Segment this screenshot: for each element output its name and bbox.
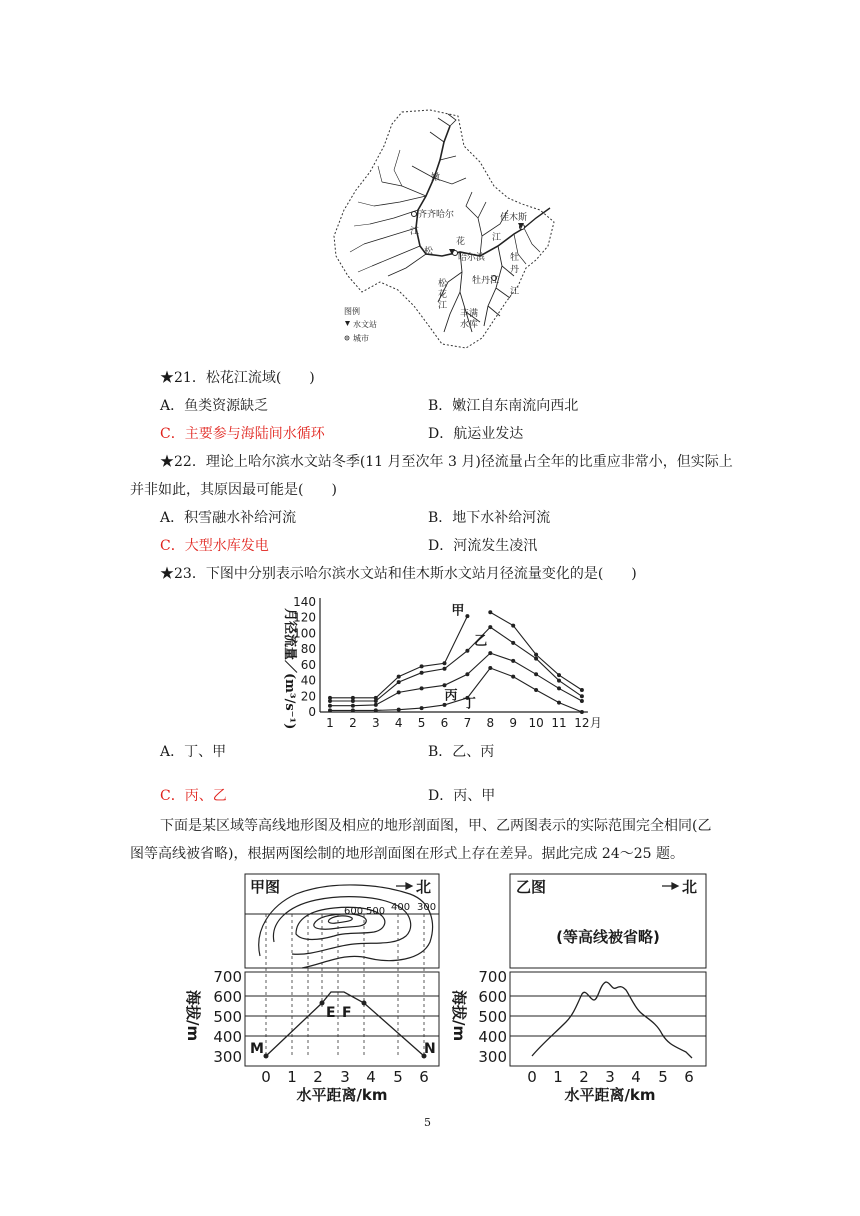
chart-point (488, 666, 492, 670)
jia-xtick-0: 0 (261, 1068, 271, 1086)
jia-point-m (264, 1054, 269, 1059)
legend-title: 图例 (344, 307, 360, 316)
jia-xtick-5: 5 (393, 1068, 403, 1086)
yi-xtick-2: 2 (579, 1068, 589, 1086)
chart-point (397, 675, 401, 679)
chart-point (374, 703, 378, 707)
label-fengman: 丰满 (460, 309, 479, 319)
q21-option-a[interactable]: A．鱼类资源缺乏 (160, 398, 269, 414)
chart-point (557, 686, 561, 690)
chart-series-label: 丁 (462, 696, 476, 712)
chart-point (397, 680, 401, 684)
jia-xtick-2: 2 (313, 1068, 323, 1086)
chart-point (580, 710, 584, 714)
chart-point (580, 694, 584, 698)
jia-xtick-3: 3 (340, 1068, 350, 1086)
city-qiqihar-marker (412, 212, 417, 217)
chart-series-line (330, 616, 467, 698)
yi-xlabel: 水平距离/km (564, 1086, 656, 1104)
label-songhua-s3: 江 (438, 301, 448, 311)
chart-point (534, 657, 538, 661)
chart-xtick-label: 8 (486, 716, 495, 730)
chart-point (420, 664, 424, 668)
jia-profile-line (266, 992, 424, 1056)
chart-point (351, 699, 355, 703)
label-dan: 丹 (510, 265, 520, 275)
yi-ytick-700: 700 (478, 968, 507, 986)
jia-ytick-400: 400 (213, 1028, 242, 1046)
chart-point (328, 708, 332, 712)
chart-point (511, 659, 515, 663)
chart-series-line (490, 612, 582, 690)
jia-north-arrow-icon (396, 883, 412, 889)
chart-point (351, 708, 355, 712)
q22-option-d[interactable]: D．河流发生凌汛 (428, 538, 538, 554)
figure-yi (450, 872, 710, 1104)
jia-xtick-1: 1 (287, 1068, 297, 1086)
label-songhua-s1: 松 (438, 279, 448, 289)
jia-contour-400: 400 (391, 902, 411, 913)
q21-option-c[interactable]: C．主要参与海陆间水循环 (160, 426, 325, 442)
chart-point (328, 704, 332, 708)
chart-point (465, 672, 469, 676)
chart-ytick-label: 80 (300, 642, 316, 657)
jia-title: 甲图 (250, 878, 281, 896)
chart-xtick-label: 10 (528, 716, 544, 730)
label-jiang-right: 江 (492, 233, 502, 243)
label-nenjiang: 嫩 (431, 173, 441, 183)
yi-north-arrow-icon (662, 883, 678, 889)
jia-contour-500: 500 (366, 906, 386, 917)
jia-label-f: F (342, 1005, 352, 1021)
chart-ytick-label: 40 (300, 673, 316, 688)
chart-point (534, 653, 538, 657)
chart-xtick-label: 9 (509, 716, 518, 730)
chart-xtick-label: 11 (551, 716, 567, 730)
q23-option-d[interactable]: D．丙、甲 (428, 788, 496, 804)
runoff-line-chart (280, 590, 620, 736)
chart-point (534, 672, 538, 676)
q22-option-a[interactable]: A．积雪融水补给河流 (160, 510, 297, 526)
yi-xtick-6: 6 (684, 1068, 694, 1086)
legend-station-icon (345, 321, 350, 326)
chart-point (351, 704, 355, 708)
chart-ylabel: 月径流量／(m³/s⁻¹) (282, 608, 297, 730)
chart-xtick-label: 3 (371, 716, 380, 730)
chart-series-label: 乙 (474, 634, 488, 650)
jia-ytick-500: 500 (213, 1008, 242, 1026)
chart-ytick-label: 120 (293, 610, 316, 625)
chart-point (488, 625, 492, 629)
jia-xtick-4: 4 (366, 1068, 376, 1086)
legend-city-label: 城市 (353, 334, 369, 343)
legend-station-label: 水文站 (353, 320, 377, 329)
chart-point (557, 673, 561, 677)
chart-point (443, 661, 447, 665)
songhua-basin-map (330, 106, 560, 354)
jia-point-e (320, 1001, 325, 1006)
chart-x-unit: 月 (589, 716, 602, 730)
chart-point (420, 706, 424, 710)
q23-option-a[interactable]: A．丁、甲 (160, 744, 227, 760)
chart-point (374, 708, 378, 712)
yi-title: 乙图 (516, 878, 547, 896)
chart-point (511, 641, 515, 645)
chart-point (488, 651, 492, 655)
figure-jia (184, 872, 444, 1104)
jia-xtick-6: 6 (419, 1068, 429, 1086)
chart-series-label: 甲 (451, 603, 465, 619)
jia-label-e: E (326, 1005, 336, 1021)
page-number: 5 (424, 1116, 431, 1129)
chart-xtick-label: 2 (349, 716, 357, 730)
q23-option-b[interactable]: B．乙、丙 (428, 744, 495, 760)
chart-ytick-label: 60 (300, 657, 316, 672)
yi-xtick-5: 5 (658, 1068, 668, 1086)
yi-ytick-300: 300 (478, 1048, 507, 1066)
label-jiang-mu: 江 (510, 287, 520, 297)
yi-xtick-1: 1 (553, 1068, 563, 1086)
label-harbin: 哈尔滨 (458, 253, 486, 263)
q22-option-c[interactable]: C．大型水库发电 (160, 538, 269, 554)
chart-point (465, 614, 469, 618)
yi-xtick-0: 0 (527, 1068, 537, 1086)
chart-point (443, 667, 447, 671)
q23-stem: ★23．下图中分别表示哈尔滨水文站和佳木斯水文站月径流量变化的是( ) (160, 566, 637, 582)
chart-xtick-label: 12 (574, 716, 590, 730)
chart-xtick-label: 4 (394, 716, 403, 730)
jia-contour-lines (259, 885, 433, 968)
q21-option-d[interactable]: D．航运业发达 (428, 426, 524, 442)
chart-point (443, 683, 447, 687)
chart-xtick-label: 7 (463, 716, 472, 730)
jia-contour-300: 300 (417, 902, 437, 913)
q21-option-b[interactable]: B．嫩江自东南流向西北 (428, 398, 579, 414)
chart-point (511, 675, 515, 679)
yi-north-label: 北 (682, 878, 698, 896)
chart-point (374, 699, 378, 703)
label-songhua-s2: 花 (438, 290, 448, 300)
chart-point (397, 690, 401, 694)
label-qiqihar: 齐齐哈尔 (418, 210, 455, 220)
jia-label-m: M (250, 1041, 264, 1057)
chart-ytick-label: 0 (308, 705, 316, 719)
yi-note: (等高线被省略) (556, 928, 660, 946)
chart-point (534, 688, 538, 692)
chart-xtick-label: 5 (417, 716, 426, 730)
label-shuiku: 水库 (460, 320, 479, 330)
q22-stem-line2: 并非如此，其原因最可能是( ) (130, 482, 337, 498)
label-mu: 牡 (510, 253, 520, 263)
chart-point (557, 701, 561, 705)
chart-point (465, 649, 469, 653)
yi-ytick-600: 600 (478, 988, 507, 1006)
intro-line1: 下面是某区域等高线地形图及相应的地形剖面图，甲、乙两图表示的实际范围完全相同(乙 (160, 818, 712, 834)
chart-ytick-label: 20 (300, 689, 316, 704)
chart-point (443, 703, 447, 707)
intro-line2: 图等高线被省略)，根据两图绘制的地形剖面图在形式上存在差异。据此完成 24～25 题。 (130, 846, 684, 862)
chart-point (511, 624, 515, 628)
jia-label-n: N (424, 1041, 436, 1057)
label-mudanjiang-city: 牡丹江 (472, 276, 500, 286)
q23-option-c[interactable]: C．丙、乙 (160, 788, 227, 804)
q21-stem: ★21．松花江流域( ) (160, 370, 315, 386)
jia-xlabel: 水平距离/km (296, 1086, 388, 1104)
yi-ylabel: 海拔/m (450, 990, 468, 1042)
chart-xtick-label: 6 (440, 716, 449, 730)
yi-ytick-400: 400 (478, 1028, 507, 1046)
jia-north-label: 北 (416, 878, 432, 896)
label-jiang-left: 江 (410, 227, 420, 237)
chart-series-label: 丙 (444, 688, 458, 704)
chart-point (557, 679, 561, 683)
yi-ytick-500: 500 (478, 1008, 507, 1026)
chart-point (580, 688, 584, 692)
chart-point (420, 686, 424, 690)
q22-stem-line1: ★22．理论上哈尔滨水文站冬季(11 月至次年 3 月)径流量占全年的比重应非常小，但实际上 (160, 454, 733, 470)
yi-profile-curve (532, 982, 692, 1058)
chart-ytick-label: 100 (293, 626, 316, 641)
q22-option-b[interactable]: B．地下水补给河流 (428, 510, 551, 526)
yi-xtick-3: 3 (605, 1068, 615, 1086)
jia-ylabel: 海拔/m (184, 990, 202, 1042)
jia-point-f (362, 1001, 367, 1006)
chart-point (580, 699, 584, 703)
jia-ytick-300: 300 (213, 1048, 242, 1066)
chart-point (397, 708, 401, 712)
chart-point (488, 610, 492, 614)
chart-ytick-label: 140 (293, 595, 316, 609)
label-jiamusi: 佳木斯 (500, 213, 528, 223)
yi-xtick-4: 4 (631, 1068, 641, 1086)
jia-contour-600: 600 (344, 906, 364, 917)
jia-ytick-600: 600 (213, 988, 242, 1006)
chart-point (328, 699, 332, 703)
chart-xtick-label: 1 (326, 716, 334, 730)
label-hua: 花 (456, 237, 466, 247)
label-song: 松 (424, 247, 434, 257)
jia-ytick-700: 700 (213, 968, 242, 986)
chart-point (420, 671, 424, 675)
